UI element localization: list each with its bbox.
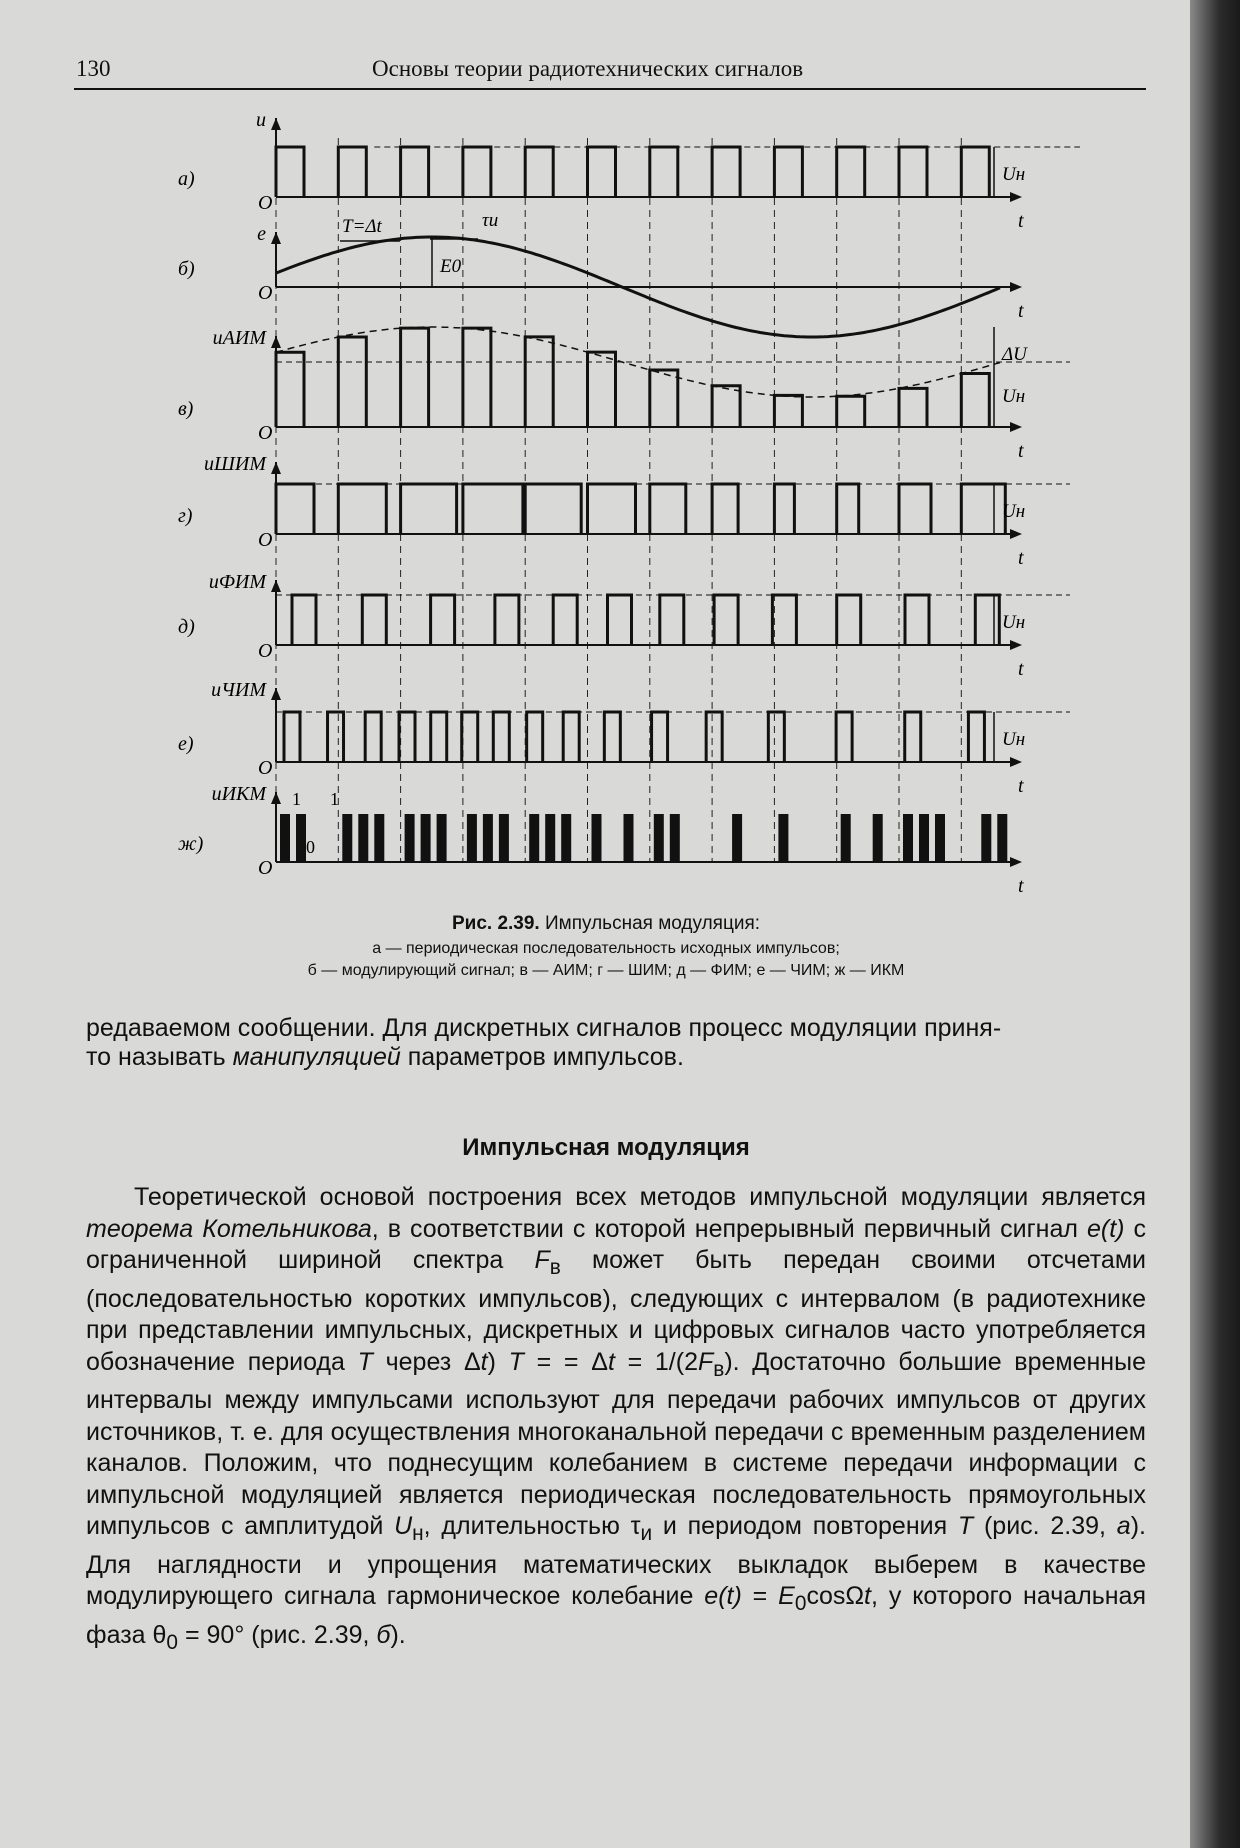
book-spine-shadow <box>1190 0 1240 1848</box>
zero-label: O <box>258 529 273 551</box>
figure-caption-title: Рис. 2.39. Импульсная модуляция: <box>451 913 761 934</box>
amplitude-label: Uн <box>1002 386 1026 407</box>
pcm-bit-pulse <box>670 814 680 862</box>
pulse <box>431 595 455 645</box>
pulse <box>399 712 415 762</box>
time-axis-arrow <box>1010 640 1022 650</box>
zero-label: O <box>258 857 273 879</box>
time-label: t <box>1018 875 1024 897</box>
pulse <box>712 386 740 427</box>
pcm-bit-label: 1 <box>292 789 301 809</box>
pulse <box>365 712 381 762</box>
pulse <box>774 147 802 197</box>
value-axis-arrow <box>271 232 281 244</box>
pcm-bit-pulse <box>919 814 929 862</box>
time-axis-arrow <box>1010 422 1022 432</box>
pulse <box>525 147 553 197</box>
pulse <box>463 147 491 197</box>
axis-label: uФИМ <box>208 571 266 593</box>
time-label: t <box>1018 547 1024 569</box>
value-axis-arrow <box>271 336 281 348</box>
pcm-bit-pulse <box>358 814 368 862</box>
value-axis-arrow <box>271 462 281 474</box>
pulse <box>276 484 314 534</box>
zero-label: O <box>258 282 273 304</box>
pulse <box>899 147 927 197</box>
amplitude-label: Uн <box>1002 729 1026 750</box>
page-number: 130 <box>76 56 111 81</box>
pulse-modulation-figure <box>0 0 1212 900</box>
pulse <box>975 595 999 645</box>
pulse <box>463 484 523 534</box>
pulse <box>563 712 579 762</box>
pcm-bit-pulse <box>374 814 384 862</box>
time-label: t <box>1018 210 1024 232</box>
zero-label: O <box>258 757 273 779</box>
period-label: T=Δt <box>342 216 382 237</box>
pcm-bit-pulse <box>529 814 539 862</box>
pulse <box>328 712 344 762</box>
pulse <box>401 484 457 534</box>
pcm-bit-pulse <box>499 814 509 862</box>
pcm-bit-pulse <box>732 814 742 862</box>
section-heading: Импульсная модуляция <box>462 1134 750 1161</box>
pulse <box>276 147 304 197</box>
pulse <box>650 147 678 197</box>
pcm-bit-pulse <box>437 814 447 862</box>
pulse <box>968 712 984 762</box>
pcm-bit-pulse <box>997 814 1007 862</box>
pulse <box>961 147 989 197</box>
panel-letter: в) <box>178 398 194 420</box>
pulse <box>276 352 304 427</box>
time-axis-arrow <box>1010 282 1022 292</box>
pulse <box>525 337 553 427</box>
pcm-bit-pulse <box>592 814 602 862</box>
pulse <box>774 395 802 427</box>
pulse <box>905 595 929 645</box>
time-axis-arrow <box>1010 857 1022 867</box>
axis-label: uИКМ <box>211 783 266 805</box>
pulse <box>899 484 931 534</box>
panel-letter: ж) <box>178 833 204 855</box>
axis-label: u <box>256 109 266 131</box>
pcm-bit-pulse <box>561 814 571 862</box>
pcm-bit-pulse <box>935 814 945 862</box>
pulse <box>774 484 794 534</box>
time-axis-arrow <box>1010 757 1022 767</box>
panel-letter: а) <box>178 168 195 190</box>
pcm-bit-pulse <box>296 814 306 862</box>
pulse <box>553 595 577 645</box>
axis-label: uЧИМ <box>211 679 266 701</box>
pulse <box>768 712 784 762</box>
pulse <box>905 712 921 762</box>
panel-letter: г) <box>178 505 193 527</box>
pulse <box>650 484 686 534</box>
time-label: t <box>1018 775 1024 797</box>
pcm-bit-pulse <box>778 814 788 862</box>
pcm-bit-label: 1 <box>330 789 339 809</box>
pulse <box>588 352 616 427</box>
pulse <box>431 712 447 762</box>
axis-label: uШИМ <box>204 453 266 475</box>
value-axis-arrow <box>271 792 281 804</box>
pcm-bit-pulse <box>467 814 477 862</box>
pulse <box>362 595 386 645</box>
pulse <box>338 147 366 197</box>
figure-caption-line-2: б — модулирующий сигнал; в — АИМ; г — ШИМ; д — ФИМ; е — ЧИМ; ж — ИКМ <box>307 962 905 979</box>
value-axis-arrow <box>271 118 281 130</box>
panel-letter: б) <box>178 258 195 280</box>
paragraph-line: редаваемом сообщении. Для дискретных сигналов процесс модуляции приня- <box>86 1014 1002 1042</box>
amplitude-label: Uн <box>1002 612 1026 633</box>
axis-label: uАИМ <box>212 327 266 349</box>
pulse <box>652 712 668 762</box>
pulse <box>837 484 859 534</box>
delta-u-label: ΔU <box>1002 344 1027 365</box>
pcm-bit-label: 0 <box>306 837 315 857</box>
pulse <box>706 712 722 762</box>
pulse <box>292 595 316 645</box>
time-axis-arrow <box>1010 529 1022 539</box>
pulse <box>961 484 1005 534</box>
pulse <box>338 337 366 427</box>
panel-letter: д) <box>178 616 195 638</box>
pulse <box>401 328 429 427</box>
pulse <box>588 484 636 534</box>
pulse <box>338 484 386 534</box>
e0-label: E0 <box>440 256 462 277</box>
pulse <box>836 712 852 762</box>
pulse <box>495 595 519 645</box>
pcm-bit-pulse <box>545 814 555 862</box>
pcm-bit-pulse <box>903 814 913 862</box>
value-axis-arrow <box>271 688 281 700</box>
zero-label: O <box>258 640 273 662</box>
paragraph-kotelnikov: Теоретической основой построения всех методов импульсной модуляции является теорема Котельникова, в соответствии с которой непрерывный первичный сигнал e(t) с ограниченной шириной спектра $F_в$ может быть передан своими отсчетами (последовательностью коротких импульсов), следующих с интервалом (в радиотехнике при представлении импульсных, дискретных и цифровых сигналов часто употребляется обозначение периода T через Δt) T = = $\Delta t = 1/(2F_в)$. Достаточно большие временные интервалы между импульсами используют для передачи рабочих импульсов от других источников, т. е. для осуществления многоканальной передачи с временным разделением каналов. Положим, что поднесущим колебанием в системе передачи информации с импульсной модуляцией является периодическая последовательность прямоугольных импульсов с амплитудой $U_н$, длительностью $\tau_и$ и периодом повторения T (рис. 2.39, а). Для наглядности и упрощения математических выкладок выберем в качестве модулирующего сигнала гармоническое колебание $e(t) = E_0\cos\Omega t$, у которого начальная фаза $\theta_0 = 90^\circ$ (рис. 2.39, б). <box>86 1183 1146 1654</box>
pcm-bit-pulse <box>624 814 634 862</box>
pulse <box>650 370 678 427</box>
amplitude-label: Uн <box>1002 164 1026 185</box>
pcm-bit-pulse <box>342 814 352 862</box>
pcm-bit-pulse <box>981 814 991 862</box>
pulse <box>714 595 738 645</box>
time-axis-arrow <box>1010 192 1022 202</box>
pulse <box>712 484 738 534</box>
pulse <box>712 147 740 197</box>
zero-label: O <box>258 422 273 444</box>
pcm-bit-pulse <box>483 814 493 862</box>
value-axis-arrow <box>271 580 281 592</box>
tau-label: τи <box>482 210 499 231</box>
pulse <box>588 147 616 197</box>
pulse <box>961 374 989 427</box>
pulse <box>604 712 620 762</box>
zero-label: O <box>258 192 273 214</box>
pulse <box>401 147 429 197</box>
time-label: t <box>1018 658 1024 680</box>
pulse <box>837 147 865 197</box>
pulse <box>525 484 581 534</box>
figure-caption-line-1: а — периодическая последовательность исходных импульсов; <box>372 940 840 957</box>
pcm-bit-pulse <box>873 814 883 862</box>
pcm-bit-pulse <box>405 814 415 862</box>
pcm-bit-pulse <box>280 814 290 862</box>
pcm-bit-pulse <box>421 814 431 862</box>
pulse <box>772 595 796 645</box>
pcm-bit-pulse <box>654 814 664 862</box>
time-label: t <box>1018 440 1024 462</box>
pulse <box>527 712 543 762</box>
running-title: Основы теории радиотехнических сигналов <box>372 56 804 81</box>
pulse <box>837 396 865 427</box>
pulse <box>493 712 509 762</box>
time-label: t <box>1018 300 1024 322</box>
pulse <box>660 595 684 645</box>
pulse <box>899 388 927 427</box>
pulse <box>837 595 861 645</box>
amplitude-label: Uн <box>1002 501 1026 522</box>
paragraph-line: то называть манипуляцией параметров импульсов. <box>86 1043 684 1071</box>
pcm-bit-pulse <box>841 814 851 862</box>
pulse <box>462 712 478 762</box>
paragraph-continued <box>86 1014 1146 1072</box>
pulse <box>463 328 491 427</box>
axis-label: e <box>257 223 266 245</box>
pulse <box>608 595 632 645</box>
pulse <box>284 712 300 762</box>
panel-letter: е) <box>178 733 194 755</box>
